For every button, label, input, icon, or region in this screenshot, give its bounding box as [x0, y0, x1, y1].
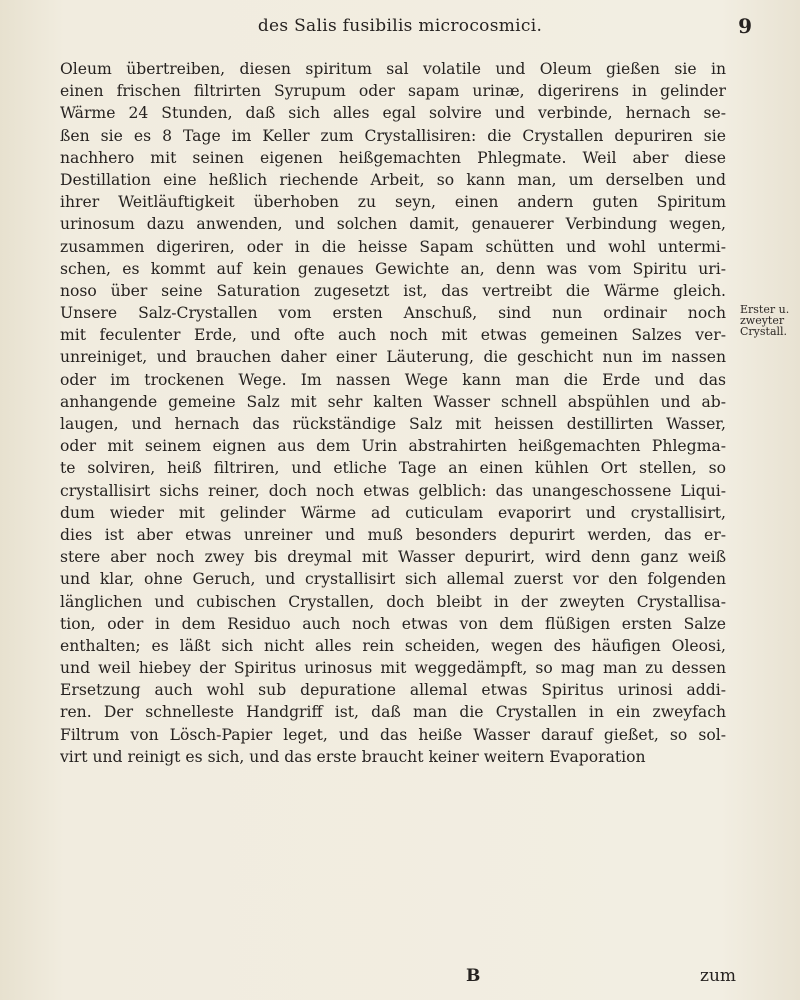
page-footer — [0, 964, 800, 990]
margin-note — [740, 304, 798, 337]
signature-mark: B — [466, 966, 481, 986]
text-line: nachhero mit seinen eigenen heißgemachten Phlegmate. Weil aber diese — [60, 148, 726, 167]
text-line: crystallisirt sichs reiner, doch noch etwas gelblich: das unangeschossene Liqui- — [60, 481, 726, 500]
text-line: zusammen digeriren, oder in die heisse Sapam schütten und wohl untermi- — [60, 237, 726, 256]
text-line: unreiniget, und brauchen daher einer Läuterung, die geschicht nun im nassen — [60, 348, 726, 367]
text-line: dies ist aber etwas unreiner und muß besonders depurirt werden, das er- — [60, 525, 726, 544]
text-line: urinosum dazu anwenden, und solchen damit, genauerer Verbindung wegen, — [60, 215, 726, 234]
text-line: virt und reinigt es sich, und das erste braucht keiner weitern Evaporation — [60, 747, 646, 766]
text-line: Wärme 24 Stunden, daß sich alles egal solvire und verbinde, hernach se- — [60, 104, 726, 123]
text-line: Oleum übertreiben, diesen spiritum sal volatile und Oleum gießen sie in — [60, 60, 726, 78]
text-line: anhangende gemeine Salz mit sehr kalten Wasser schnell abspühlen und ab- — [60, 392, 726, 411]
text-line: stere aber noch zwey bis dreymal mit Wasser depurirt, wird denn ganz weiß — [60, 548, 726, 567]
margin-note-line: zweyter — [740, 314, 785, 328]
text-line: Unsere Salz-Crystallen vom ersten Anschuß, sind nun ordinair noch — [60, 304, 726, 323]
text-line: mit feculenter Erde, und ofte auch noch mit etwas gemeinen Salzes ver- — [60, 326, 726, 345]
text-line: Filtrum von Lösch-Papier leget, und das heiße Wasser darauf gießet, so sol- — [60, 725, 726, 744]
page-number: 9 — [738, 14, 752, 38]
text-line: enthalten; es läßt sich nicht alles rein scheiden, wegen des häufigen Oleosi, — [60, 636, 726, 655]
text-line: und weil hiebey der Spiritus urinosus mit weggedämpft, so mag man zu dessen — [60, 659, 726, 678]
body-text — [60, 58, 726, 768]
text-line: laugen, und hernach das rückständige Salz mit heissen destillirten Wasser, — [60, 415, 726, 433]
text-line: oder im trockenen Wege. Im nassen Wege kann man die Erde und das — [60, 370, 726, 389]
text-line: oder mit seinem eignen aus dem Urin abstrahirten heißgemachten Phlegma- — [60, 437, 726, 456]
margin-note-line: Crystall. — [740, 325, 788, 339]
text-line: länglichen und cubischen Crystallen, doch bleibt in der zweyten Crystallisa- — [60, 592, 726, 611]
text-line: einen frischen filtrirten Syrupum oder sapam urinæ, digerirens in gelinder — [60, 82, 726, 101]
running-title: des Salis fusibilis microcosmici. — [257, 16, 543, 36]
text-line: und klar, ohne Geruch, und crystallisirt sich allemal zuerst vor den folgenden — [60, 570, 726, 589]
text-line: Destillation eine heßlich riechende Arbeit, so kann man, um derselben und — [60, 170, 726, 189]
text-line: Ersetzung auch wohl sub depuratione allemal etwas Spiritus urinosi addi- — [60, 681, 726, 700]
running-header — [0, 10, 800, 44]
text-line: ihrer Weitläuftigkeit überhoben zu seyn, einen andern guten Spiritum — [60, 193, 726, 212]
text-line: te solviren, heiß filtriren, und etliche Tage an einen kühlen Ort stellen, so — [60, 459, 726, 478]
text-line: tion, oder in dem Residuo auch noch etwas von dem flüßigen ersten Salze — [60, 614, 726, 633]
catchword: zum — [700, 966, 737, 986]
margin-note-line: Erster u. — [740, 303, 790, 317]
text-line: dum wieder mit gelinder Wärme ad cuticulam evaporirt und crystallisirt, — [60, 503, 726, 522]
text-line: schen, es kommt auf kein genaues Gewichte an, denn was vom Spiritu uri- — [60, 259, 726, 278]
text-line: ßen sie es 8 Tage im Keller zum Crystallisiren: die Crystallen depuriren sie — [60, 126, 726, 145]
text-line: noso über seine Saturation zugesetzt ist, das vertreibt die Wärme gleich. — [60, 281, 726, 300]
text-line: ren. Der schnelleste Handgriff ist, daß man die Crystallen in ein zweyfach — [60, 703, 726, 722]
